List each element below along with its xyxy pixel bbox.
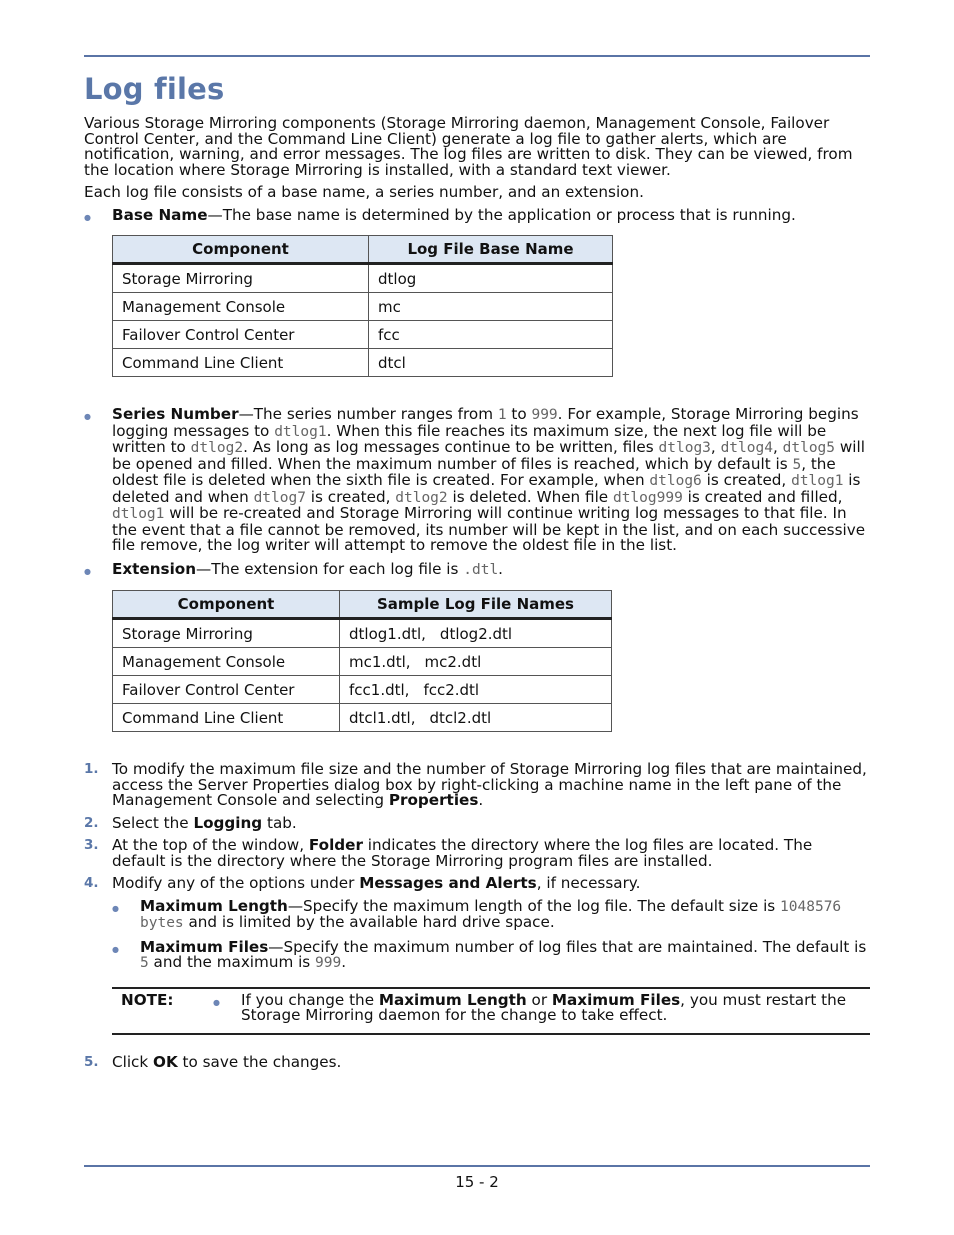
- table-cell: [340, 619, 612, 648]
- table-row: [113, 619, 612, 648]
- step-text: Modify any of the options under: [112, 874, 360, 892]
- extension-code: .dtl: [463, 561, 499, 578]
- sample-file-name: mc1.dtl,: [349, 652, 411, 671]
- series-code: dtlog4: [720, 440, 773, 456]
- step-text: To modify the maximum file size and the number of Storage Mirroring log files that are maintained, access the Server Properties dialog box by right-clicking a machine name in the left pane of the Management Console and selecting: [112, 760, 867, 809]
- series-code: dtlog999: [612, 489, 683, 506]
- note-body: [213, 990, 870, 1024]
- series-text: to: [506, 405, 532, 423]
- series-text: is deleted and when: [112, 471, 861, 506]
- note-text: or: [526, 990, 552, 1009]
- step-text: to save the changes.: [177, 1052, 342, 1071]
- step-bold: OK: [153, 1052, 178, 1071]
- step-number: 3.: [84, 837, 99, 853]
- table-cell: Management Console: [113, 648, 340, 676]
- table-header: Sample Log File Names: [340, 591, 612, 619]
- table-cell: Failover Control Center: [113, 676, 340, 704]
- sample-file-name: fcc2.dtl: [423, 680, 480, 699]
- series-code: dtlog1: [274, 423, 327, 440]
- series-text: . When this file reaches its maximum size, the next log file will be written to: [112, 421, 827, 456]
- step-3: [84, 838, 870, 869]
- step-text: .: [478, 791, 484, 809]
- series-code: dtlog2: [190, 440, 244, 456]
- step-1: [84, 762, 870, 809]
- maximum-files-text: .: [341, 953, 347, 971]
- table-header-row: [113, 236, 613, 264]
- table-row: [113, 704, 612, 732]
- extension-label: Extension: [112, 559, 197, 578]
- series-text: will be re-created and Storage Mirroring will continue writing log messages to that file. In the event that a file cannot be removed, its number will be kept in the list, and on each successive file remove, the log writer will attempt to remove the oldest file in the list.: [112, 504, 866, 554]
- series-code: 5: [792, 456, 802, 473]
- step-text: Select the: [112, 813, 194, 832]
- table-cell: [340, 704, 612, 732]
- note-bold: Maximum Length: [378, 990, 527, 1009]
- table-cell: Storage Mirroring: [113, 264, 369, 293]
- series-text: . For example, Storage Mirroring begins logging messages to: [112, 405, 859, 440]
- step-bold: Messages and Alerts: [359, 874, 537, 892]
- series-number-bullet: [84, 407, 870, 554]
- extension-text: —The extension for each log file is: [196, 559, 464, 578]
- table-row: [113, 293, 613, 321]
- note-box: [112, 987, 870, 1035]
- table-header: Component: [113, 591, 340, 619]
- step-bold: Folder: [308, 836, 363, 854]
- series-text: —The series number ranges from: [238, 405, 498, 423]
- series-text: will be opened and filled. When the maximum number of files is reached, which by default is: [112, 438, 865, 473]
- maximum-files-text: and the maximum is: [148, 953, 316, 971]
- maximum-files-label: Maximum Files: [140, 937, 269, 956]
- step-number: 5.: [84, 1053, 99, 1070]
- step-number: 4.: [84, 875, 99, 891]
- maximum-length-text: and is limited by the available hard drive space.: [183, 913, 555, 931]
- table-row: [113, 264, 613, 293]
- footer-rule: [84, 1165, 870, 1167]
- step-5: [84, 1052, 870, 1071]
- table-header: Log File Base Name: [369, 236, 613, 264]
- series-label: Series Number: [112, 405, 239, 423]
- maximum-files-text: —Specify the maximum number of log files that are maintained. The default is: [268, 937, 867, 956]
- maximum-files-bullet: [84, 937, 870, 972]
- series-text: ,: [772, 438, 783, 456]
- series-code: dtlog6: [649, 473, 702, 489]
- series-code: dtlog3: [658, 440, 711, 456]
- step-text: tab.: [262, 813, 297, 832]
- series-code: dtlog7: [253, 489, 306, 506]
- table-cell: Management Console: [113, 293, 369, 321]
- note-text: , you must restart the Storage Mirroring daemon for the change to take effect.: [241, 990, 847, 1024]
- series-text: is created,: [701, 471, 792, 489]
- step-number: 2.: [84, 814, 99, 831]
- series-code: 1: [497, 407, 507, 423]
- maximum-length-label: Maximum Length: [140, 896, 288, 915]
- step-text: indicates the directory where the log files are located. The default is the directory where the Storage Mirroring program files are installed.: [112, 836, 813, 870]
- base-name-bullet: [84, 205, 870, 224]
- table-cell: Command Line Client: [113, 349, 369, 377]
- maximum-length-bullet: [84, 896, 870, 932]
- sample-file-name: dtcl1.dtl,: [349, 708, 416, 727]
- base-name-label: Base Name: [112, 205, 208, 224]
- sample-names-table: [112, 590, 612, 732]
- maximum-files-code: 5: [140, 955, 149, 971]
- table-row: [113, 321, 613, 349]
- sample-file-name: dtlog1.dtl,: [349, 624, 426, 643]
- note-text: If you change the: [241, 990, 379, 1009]
- step-bold: Logging: [193, 813, 263, 832]
- series-code: 999: [531, 407, 558, 423]
- series-code: dtlog1: [112, 506, 165, 522]
- step-text: At the top of the window,: [112, 836, 309, 854]
- header-rule: [84, 55, 870, 57]
- step-text: Click: [112, 1052, 154, 1071]
- table-row: [113, 349, 613, 377]
- table-cell: dtlog: [369, 264, 613, 293]
- series-code: dtlog5: [782, 440, 836, 456]
- series-text: is created and filled,: [682, 487, 843, 506]
- sample-file-name: fcc1.dtl,: [349, 680, 410, 699]
- step-text: , if necessary.: [536, 874, 641, 892]
- step-2: [84, 813, 870, 832]
- series-code: dtlog2: [395, 489, 448, 506]
- table-cell: fcc: [369, 321, 613, 349]
- note-label: NOTE:: [121, 990, 174, 1009]
- intro-paragraph: Various Storage Mirroring components (Storage Mirroring daemon, Management Console, Failover Control Center, and the Command Line Client) generate a log file to gather alerts, which are notification, warning, and error messages. The log files are written to disk. They can be viewed, from the location where Storage Mirroring is installed, with a standard text viewer.: [84, 114, 853, 179]
- step-bold: Properties: [388, 791, 479, 809]
- maximum-length-text: —Specify the maximum length of the log file. The default size is: [287, 896, 781, 915]
- table-row: [113, 676, 612, 704]
- maximum-length-code: 1048576 bytes: [140, 898, 842, 931]
- extension-text: .: [498, 559, 503, 578]
- step-4: [84, 876, 870, 892]
- series-code: dtlog1: [791, 473, 844, 489]
- page-number: 15 - 2: [455, 1173, 499, 1191]
- sample-file-name: dtlog2.dtl: [439, 624, 513, 643]
- note-bold: Maximum Files: [551, 990, 681, 1009]
- step-number: 1.: [84, 761, 99, 777]
- table-cell: Failover Control Center: [113, 321, 369, 349]
- page-title: Log files: [84, 72, 225, 106]
- series-text: . As long as log messages continue to be written, files: [243, 438, 659, 456]
- consists-paragraph: Each log file consists of a base name, a series number, and an extension.: [84, 183, 644, 201]
- series-text: is created,: [305, 487, 396, 506]
- page-content: [84, 72, 870, 1077]
- base-name-table: [112, 235, 613, 377]
- table-header: Component: [113, 236, 369, 264]
- series-text: ,: [710, 438, 721, 456]
- table-cell: Command Line Client: [113, 704, 340, 732]
- extension-bullet: [84, 559, 870, 579]
- base-name-text: —The base name is determined by the application or process that is running.: [207, 205, 796, 224]
- table-cell: Storage Mirroring: [113, 619, 340, 648]
- table-header-row: [113, 591, 612, 619]
- series-text: , the oldest file is deleted when the sixth file is created. For example, when: [112, 454, 836, 489]
- table-cell: mc: [369, 293, 613, 321]
- table-cell: dtcl: [369, 349, 613, 377]
- sample-file-name: mc2.dtl: [424, 652, 482, 671]
- table-cell: [340, 648, 612, 676]
- table-row: [113, 648, 612, 676]
- table-cell: [340, 676, 612, 704]
- series-text: is deleted. When file: [447, 487, 613, 506]
- sample-file-name: dtcl2.dtl: [429, 708, 492, 727]
- maximum-files-code: 999: [315, 955, 342, 971]
